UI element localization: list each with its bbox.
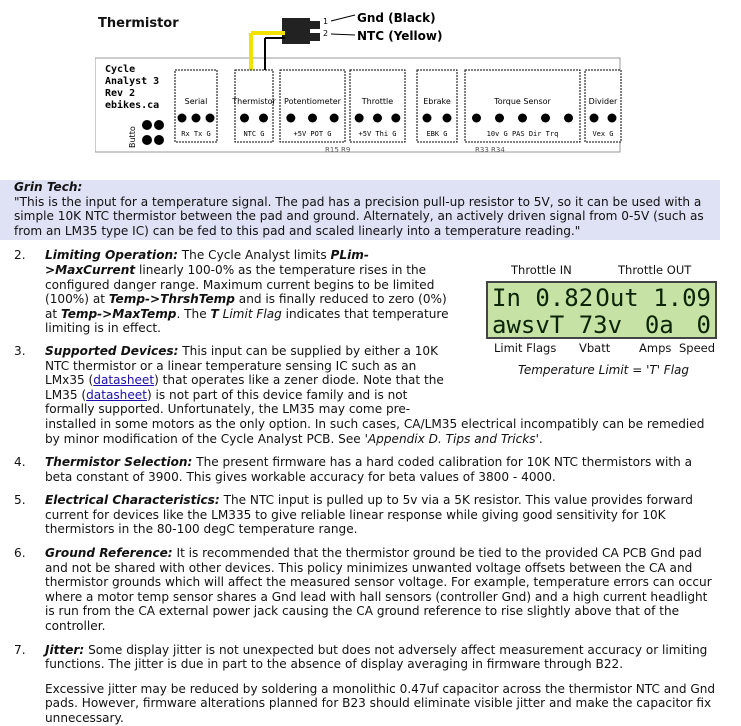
list-item <box>0 180 720 240</box>
item-text: The present firmware has a hard coded calibration for 10K NTC thermistors with a beta constant of 3900. This gives workable accuracy for beta values of 3800 - 4000. <box>45 455 693 484</box>
pcb-silkscreen: R15 R9 <box>325 146 351 154</box>
lcd-figure <box>486 263 721 377</box>
datasheet-link[interactable]: datasheet <box>86 387 147 402</box>
header-pin <box>373 114 382 123</box>
header-pin-labels: NTC G <box>243 130 265 138</box>
header-pin <box>541 114 550 123</box>
item-text: Some display jitter is not unexpected but does not adversely affect measurement accuracy or limiting functions. The jitter is due in part to the absence of display averaging in firmware through B22. <box>45 642 708 672</box>
item-number: 3. <box>14 343 26 358</box>
header-pin <box>192 114 201 123</box>
header-pin <box>472 114 481 123</box>
connector-pin-1: 1 <box>323 17 329 26</box>
lcd-flags-vbatt: awsvT 73v <box>492 311 623 339</box>
item-title: Thermistor Selection: <box>45 455 193 470</box>
parameter-name: Temp->MaxTemp <box>61 306 177 321</box>
item-text: indicates that temperature limiting is in effect. <box>45 306 449 336</box>
header-pin-labels: EBK G <box>426 130 448 138</box>
item-number: 4. <box>14 455 26 470</box>
item-text: . The <box>176 306 211 321</box>
lcd-speed: 0 <box>696 311 711 339</box>
item-text: The NTC input is pulled up to 5v via a 5K resistor. This value provides forward current for devices like the LM335 to give reliable linear response while giving good sensitivity for 10K thermistors in the 80-100 degC temperature range. <box>45 493 693 537</box>
header-pin <box>330 114 339 123</box>
item-text: installed in some motors as the only option. In such cases, CA/LM35 electrical incompatibly can be remedied by minor modification of the Cycle Analyst PCB. See <box>45 416 705 446</box>
header-pin <box>423 114 432 123</box>
header-pin <box>259 114 268 123</box>
info-list <box>14 180 720 726</box>
parameter-name: PLim->MaxCurrent <box>45 248 369 277</box>
list-item <box>14 546 720 634</box>
list-item <box>14 455 720 484</box>
item-text: linearly 100-0% as the temperature rises in the configured danger range. Maximum current begins to be limited (100%) at <box>45 262 435 307</box>
limit-flags-label: Limit Flags <box>494 341 557 355</box>
header-pin-labels: +5V Thi G <box>358 130 397 138</box>
header-pin <box>178 114 187 123</box>
thermistor-connector <box>282 18 310 44</box>
header-pin <box>355 114 364 123</box>
header-pin <box>564 114 573 123</box>
item-paragraph: Excessive jitter may be reduced by soldering a monolithic 0.47uf capacitor across the thermistor NTC and Gnd pads. However, firmware alterations planned for B23 should eliminate visible jitter and make the capacitor fix unnecessary. <box>45 681 716 725</box>
item-title: Jitter: <box>45 642 85 657</box>
header-pin-labels: Vex G <box>592 130 614 138</box>
header-pin <box>391 114 400 123</box>
header-pin <box>308 114 317 123</box>
header-name: Divider <box>588 97 618 106</box>
header-pin-labels: 10v G PAS Dir Trq <box>486 130 559 138</box>
vbatt-label: Vbatt <box>579 341 611 355</box>
item-number: 5. <box>14 493 26 508</box>
header-name: Serial <box>184 97 208 106</box>
header-pin <box>443 114 452 123</box>
header-name: Ebrake <box>423 97 451 106</box>
header-pin <box>608 114 617 123</box>
header-name: Thermistor <box>232 97 276 106</box>
connector-pin-2: 2 <box>323 29 329 38</box>
header-pin-labels: +5V POT G <box>293 130 332 138</box>
lcd-throttle-in: In 0.82 <box>492 284 594 312</box>
item-title: Limiting Operation: <box>45 248 178 263</box>
header-name: Torque Sensor <box>494 97 551 106</box>
header-pin <box>240 114 249 123</box>
lcd-caption: Temperature Limit = 'T' Flag <box>517 363 690 377</box>
amps-label: Amps <box>639 341 672 355</box>
item-title: Electrical Characteristics: <box>45 493 220 508</box>
header-pin <box>518 114 527 123</box>
item-title: Grin Tech: <box>14 180 83 194</box>
lcd-throttle-out: Out 1.09 <box>595 284 711 312</box>
list-item <box>14 643 720 726</box>
flag-label: Limit Flag <box>218 306 282 321</box>
header-pin <box>206 114 215 123</box>
button-label: Butto <box>128 126 137 148</box>
board-label-line: ebikes.ca <box>105 100 160 111</box>
datasheet-link[interactable]: datasheet <box>93 373 155 388</box>
appendix-reference: 'Appendix D. Tips and Tricks' <box>364 431 539 446</box>
flag-name: T <box>210 306 219 321</box>
parameter-name: Temp->ThrshTemp <box>108 292 235 307</box>
item-text: . <box>538 431 543 446</box>
header-pin <box>590 114 599 123</box>
speed-label: Speed <box>679 341 716 355</box>
header-name: Throttle <box>361 97 394 106</box>
pcb-silkscreen: R33 R34 <box>475 146 505 154</box>
item-title: Ground Reference: <box>45 546 173 561</box>
lcd-amps: 0a <box>644 311 674 339</box>
board-label-line: Rev 2 <box>105 88 136 99</box>
header-pin <box>495 114 504 123</box>
item-title: Supported Devices: <box>45 343 179 358</box>
list-item <box>14 493 720 537</box>
thermistor-wiring-diagram <box>95 8 635 158</box>
header-pin-labels: Rx Tx G <box>181 130 211 138</box>
item-text: ) that operates like a zener diode. Note that the LM35 ( <box>45 373 444 402</box>
board-label-line: Cycle <box>105 64 136 75</box>
item-text: It is recommended that the thermistor ground be tied to the provided CA PCB Gnd pad and not be shared with other devices. This policy minimizes unwanted voltage offsets between the CA and thermistor grounds which will affect the measured sensor voltage. For example, temperature errors can occur where a motor temp sensor shares a Gnd lead with hall sensors (controller Gnd) and a high current headlight is run from the CA external power jack causing the CA ground reference to rise slightly above that of the controller. <box>45 546 712 634</box>
list-item <box>14 248 455 336</box>
item-text: and is finally reduced to zero (0%) at <box>45 292 447 321</box>
item-number: 6. <box>14 546 26 561</box>
item-number: 2. <box>14 248 26 263</box>
header-name: Potentiometer <box>284 97 341 106</box>
header-pin <box>286 114 295 123</box>
gnd-wire-label: Gnd (Black) <box>357 11 436 25</box>
item-text: The Cycle Analyst limits <box>177 248 331 263</box>
item-text: This input can be supplied by either a 10K NTC thermistor or a linear temperature sensing IC such as an LMx35 ( <box>45 343 439 388</box>
section-heading: Thermistor <box>98 16 179 31</box>
item-quote: "This is the input for a temperature signal. The pad has a precision pull-up resistor to 5V, so it can be used with a simple 10K NTC thermistor between the pad and ground. Alternately, an actively driven signal from 0-5V (such as from an LM35 type IC) can be fed to this pad and scaled linearly into a temperature reading." <box>14 194 704 238</box>
item-text: ) is not part of this device family and is not formally supported. Unfortunately, the LM35 may come pre- <box>45 387 411 417</box>
ntc-wire-label: NTC (Yellow) <box>357 29 443 43</box>
board-label-line: Analyst 3 <box>105 76 160 87</box>
lcd-screen <box>486 281 717 339</box>
throttle-out-label: Throttle OUT <box>618 263 692 277</box>
item-number: 7. <box>14 642 26 657</box>
throttle-in-label: Throttle IN <box>511 263 572 277</box>
